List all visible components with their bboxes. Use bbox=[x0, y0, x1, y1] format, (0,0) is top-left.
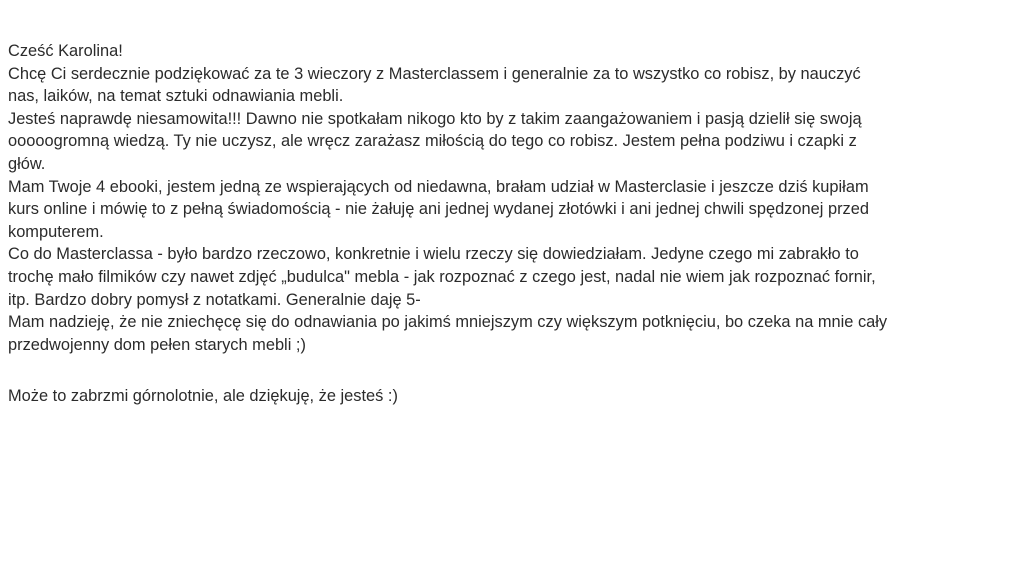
message-line: itp. Bardzo dobry pomysł z notatkami. Generalnie daję 5- bbox=[8, 290, 421, 309]
message-line: głów. bbox=[8, 154, 46, 173]
message-line: Mam Twoje 4 ebooki, jestem jedną ze wspierających od niedawna, brałam udział w Masterclasie i jeszcze dziś kupiłam bbox=[8, 177, 869, 196]
message-line: trochę mało filmików czy nawet zdjęć „budulca" mebla - jak rozpoznać z czego jest, nadal nie wiem jak rozpoznać fornir, bbox=[8, 267, 876, 286]
message-line: Mam nadzieję, że nie zniechęcę się do odnawiania po jakimś mniejszym czy większym potknięciu, bo czeka na mnie cały bbox=[8, 313, 888, 332]
message-line: ooooogromną wiedzą. Ty nie uczysz, ale wręcz zarażasz miłością do tego co robisz. Jestem pełna podziwu i czapki z bbox=[8, 132, 857, 151]
message-line: przedwojenny dom pełen starych mebli ;) bbox=[8, 335, 306, 354]
message-line: Co do Masterclassa - było bardzo rzeczowo, konkretnie i wielu rzeczy się dowiedziałam. Jedyne czego mi zabrakło to bbox=[8, 245, 859, 264]
greeting-line: Cześć Karolina! bbox=[8, 42, 123, 60]
paragraph-spacer bbox=[8, 356, 1008, 379]
message-line: kurs online i mówię to z pełną świadomością - nie żałuję ani jednej wydanej złotówki i ani jednej chwili spędzonej przed bbox=[8, 200, 869, 219]
message-line: nas, laików, na temat sztuki odnawiania mebli. bbox=[8, 87, 344, 106]
message-line: Jesteś naprawdę niesamowita!!! Dawno nie spotkałam nikogo kto by z takim zaangażowaniem i pasją dzielił się swoją bbox=[8, 109, 862, 128]
closing-line: Może to zabrzmi górnolotnie, ale dziękuję, że jesteś :) bbox=[8, 386, 398, 405]
message-line: komputerem. bbox=[8, 222, 104, 241]
message-body bbox=[8, 40, 1008, 408]
message-line: Chcę Ci serdecznie podziękować za te 3 wieczory z Masterclassem i generalnie za to wszystko co robisz, by nauczyć bbox=[8, 64, 861, 83]
